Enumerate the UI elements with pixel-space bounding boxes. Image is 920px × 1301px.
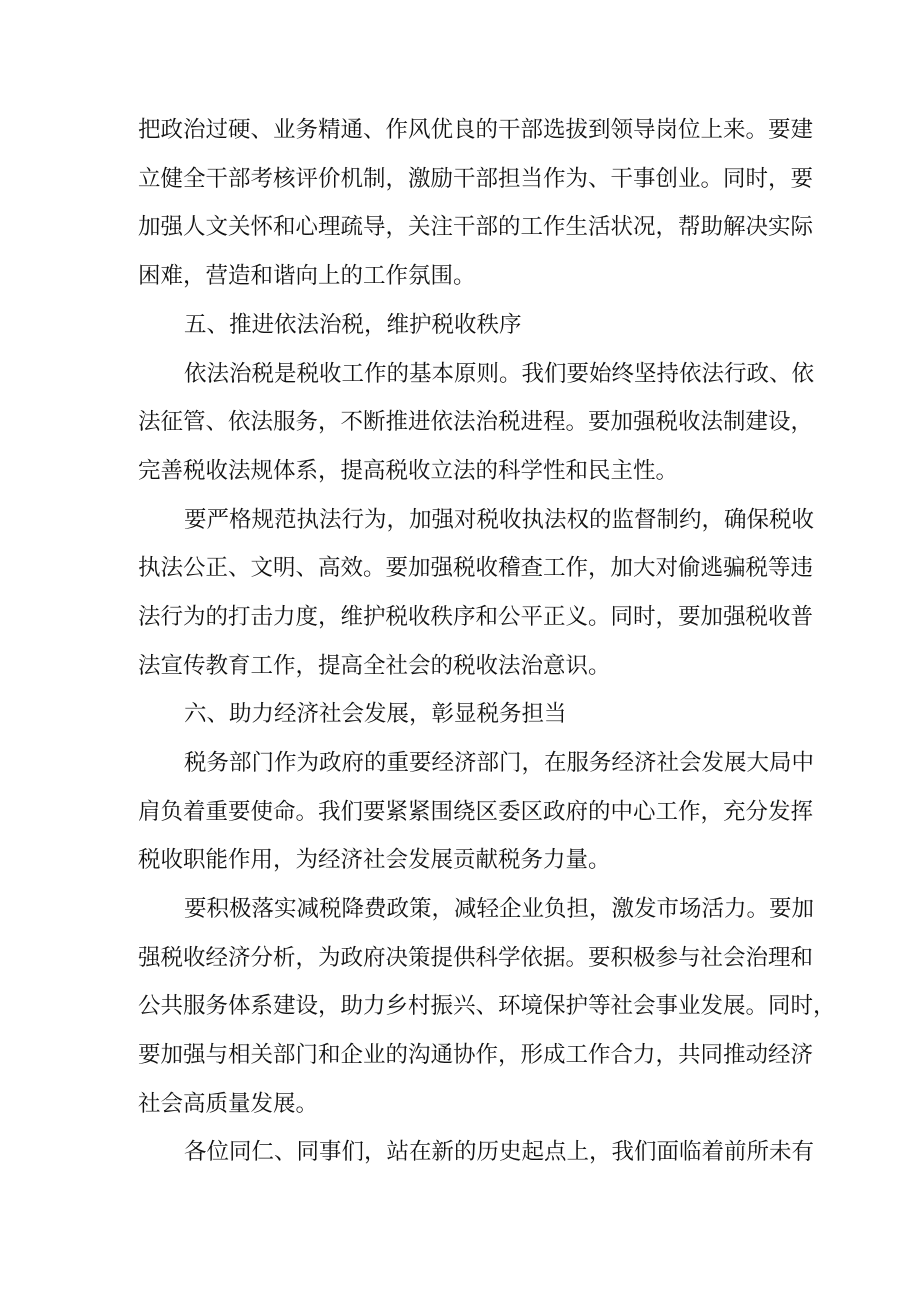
body-text-line: 各位同仁、同事们，站在新的历史起点上，我们面临着前所未有 <box>184 1139 815 1165</box>
body-text-line: 执法公正、文明、高效。要加强税收稽查工作，加大对偷逃骗税等违 <box>138 555 814 581</box>
body-text-line: 法行为的打击力度，维护税收秩序和公平正义。同时，要加强税收普 <box>138 604 814 630</box>
body-text-line: 要积极落实减税降费政策，减轻企业负担，激发市场活力。要加 <box>184 896 815 922</box>
body-text-line: 加强人文关怀和心理疏导，关注干部的工作生活状况，帮助解决实际 <box>138 214 814 240</box>
body-text-line: 完善税收法规体系，提高税收立法的科学性和民主性。 <box>138 458 679 484</box>
section-heading: 五、推进依法治税，维护税收秩序 <box>184 312 522 338</box>
body-text-line: 困难，营造和谐向上的工作氛围。 <box>138 263 476 289</box>
section-heading: 六、助力经济社会发展，彰显税务担当 <box>184 701 567 727</box>
body-text-line: 依法治税是税收工作的基本原则。我们要始终坚持依法行政、依 <box>184 361 815 387</box>
body-text-line: 税收职能作用，为经济社会发展贡献税务力量。 <box>138 847 611 873</box>
body-text-line: 肩负着重要使命。我们要紧紧围绕区委区政府的中心工作，充分发挥 <box>138 799 814 825</box>
body-text-line: 要加强与相关部门和企业的沟通协作，形成工作合力，共同推动经济 <box>138 1042 814 1068</box>
body-text-line: 要严格规范执法行为，加强对税收执法权的监督制约，确保税收 <box>184 507 815 533</box>
body-text-line: 立健全干部考核评价机制，激励干部担当作为、干事创业。同时，要 <box>138 166 814 192</box>
body-text-line: 公共服务体系建设，助力乡村振兴、环境保护等社会事业发展。同时， <box>138 993 836 1019</box>
body-text-line: 税务部门作为政府的重要经济部门，在服务经济社会发展大局中 <box>184 750 815 776</box>
body-text-line: 强税收经济分析，为政府决策提供科学依据。要积极参与社会治理和 <box>138 945 814 971</box>
body-text-line: 社会高质量发展。 <box>138 1091 319 1117</box>
body-text-line: 法征管、依法服务，不断推进依法治税进程。要加强税收法制建设， <box>138 409 814 435</box>
body-text-line: 把政治过硬、业务精通、作风优良的干部选拔到领导岗位上来。要建 <box>138 117 814 143</box>
body-text-line: 法宣传教育工作，提高全社会的税收法治意识。 <box>138 653 611 679</box>
